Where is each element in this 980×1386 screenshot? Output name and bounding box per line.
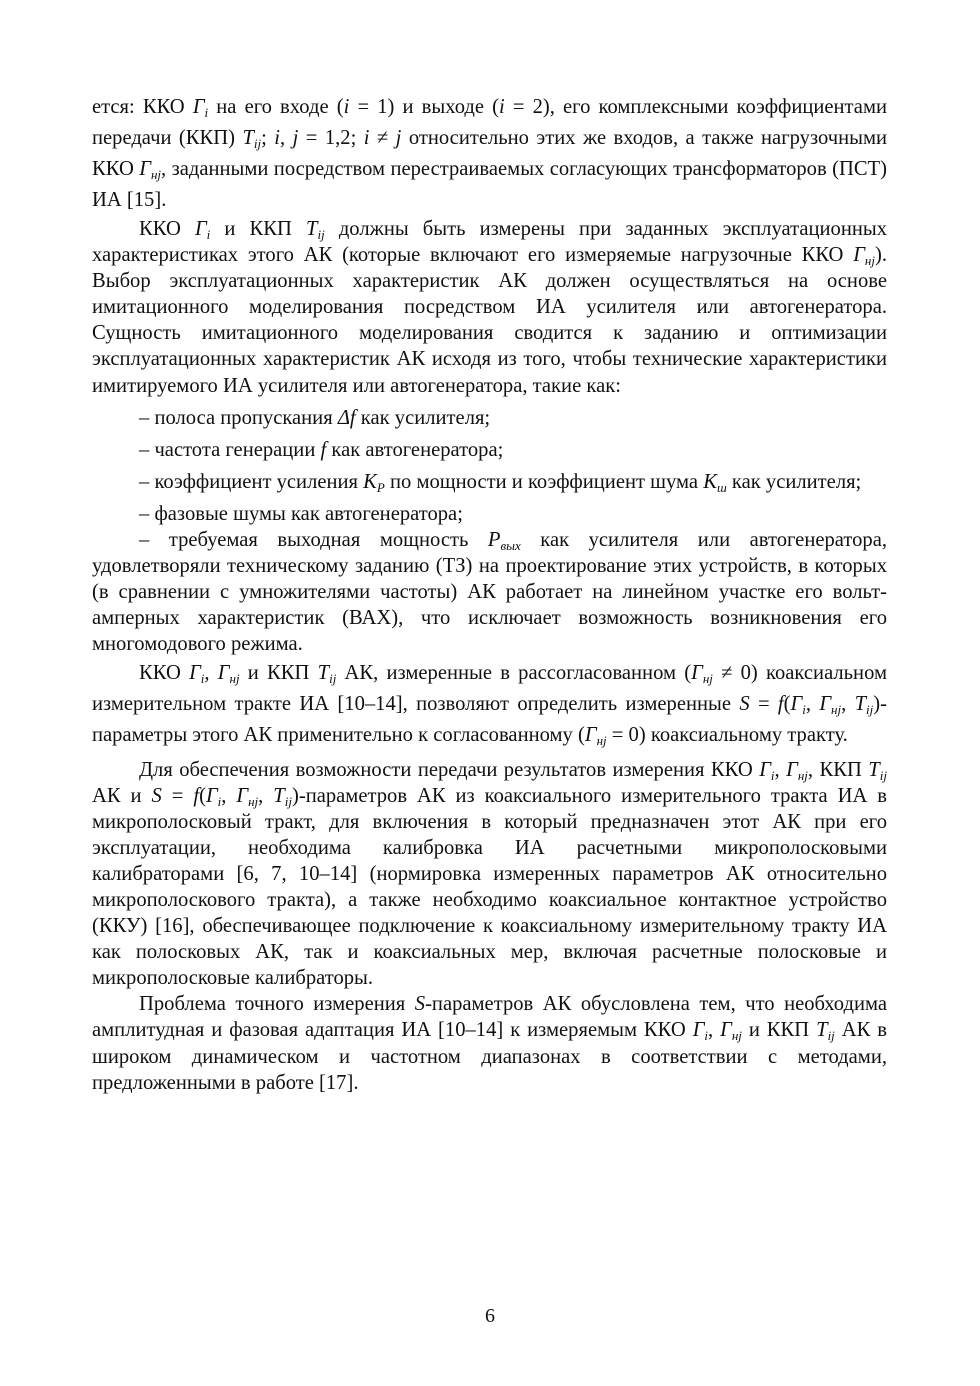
- paragraph-2: ККО $\Gamma_i$ и ККП $T_{ij}$ должны быть измерены при заданных эксплуатационных характеристиках этого АК (которые включают его измеряемые нагрузочные ККО $\Gamma_{нj}$). Выбор эксплуатационных характеристик АК должен осуществляться на основе имитационного моделирования посредством ИА усилителя или автогенератора. Сущность имитационного моделирования сводится к заданию и оптимизации эксплуатационных характеристик АК исходя из того, чтобы технические характеристики имитируемого ИА усилителя или автогенератора, такие как:: [92, 218, 887, 397]
- list-item-gain: – коэффициент усиления $K_P$ по мощности и коэффициент шума $K_ш$ как усилителя;: [139, 470, 862, 495]
- paragraph-3: ККО $\Gamma_i$, $\Gamma_{нj}$ и ККП $T_{ij}$ АК, измеренные в рассогласованном $(\Gamma_{нj} \ne 0)$ коаксиальном измерительном тракте ИА [10–14], позволяют определить измеренные $S = f(\Gamma_i$, $\Gamma_{нj}$, $T_{ij}$)-параметры этого АК применительно к согласованному $(\Gamma_{нj} = 0)$ коаксиальному тракту.: [92, 661, 888, 748]
- list-item-frequency: – частота генерации f как автогенератора;: [139, 438, 504, 461]
- list-item-bandwidth: – полоса пропускания Δf как усилителя;: [139, 406, 491, 429]
- list-item-output-power: – требуемая выходная мощность $P_{вых}$ как усилителя или автогенератора, удовлетворяли техническому заданию (ТЗ) на проектирование этих устройств, в которых (в сравнении с умножителями частоты) АК работает на линейном участке его вольт-амперных характеристик (ВАХ), что исключает возможность возникновения его многомодового режима.: [92, 529, 887, 656]
- body-text: [92, 92, 887, 1096]
- paragraph-5: Проблема точного измерения S-параметров АК обусловлена тем, что необходима амплитудная и фазовая адаптация ИА [10–14] к измеряемым ККО $\Gamma_i$, $\Gamma_{нj}$ и ККП $T_{ij}$ АК в широком динамическом и частотном диапазонах в соответствии с методами, предложенными в работе [17].: [92, 993, 888, 1094]
- list-item-phase-noise: – фазовые шумы как автогенератора;: [139, 502, 463, 525]
- paragraph-1: ется: ККО $\Gamma_i$ на его входе (i = 1) и выходе (i = 2), его комплексными коэффициентами передачи (ККП) $T_{ij}$; i, j = 1,2; i ≠ j относительно этих же входов, а также нагрузочными ККО $\Gamma_{нj}$, заданными посредством перестраиваемых согласующих трансформаторов (ПСТ) ИА [15].: [92, 96, 888, 211]
- page-number: 6: [485, 1305, 495, 1327]
- paragraph-4: Для обеспечения возможности передачи результатов измерения ККО $\Gamma_i$, $\Gamma_{нj}$, ККП $T_{ij}$ АК и $S = f(\Gamma_i$, $\Gamma_{нj}$, $T_{ij}$)-параметров АК из коаксиального измерительного тракта ИА в микрополосковый тракт, для включения в который предназначен этот АК при его эксплуатации, необходима калибровка ИА расчетными микрополосковыми калибраторами [6, 7, 10–14] (нормировка измеренных параметров АК относительно микрополоскового тракта), а также необходимо коаксиальное контактное устройство (ККУ) [16], обеспечивающее подключение к коаксиальному измерительному тракту ИА как полосковых АК, так и коаксиальных мер, включая расчетные полосковые и микрополосковые калибраторы.: [92, 758, 888, 990]
